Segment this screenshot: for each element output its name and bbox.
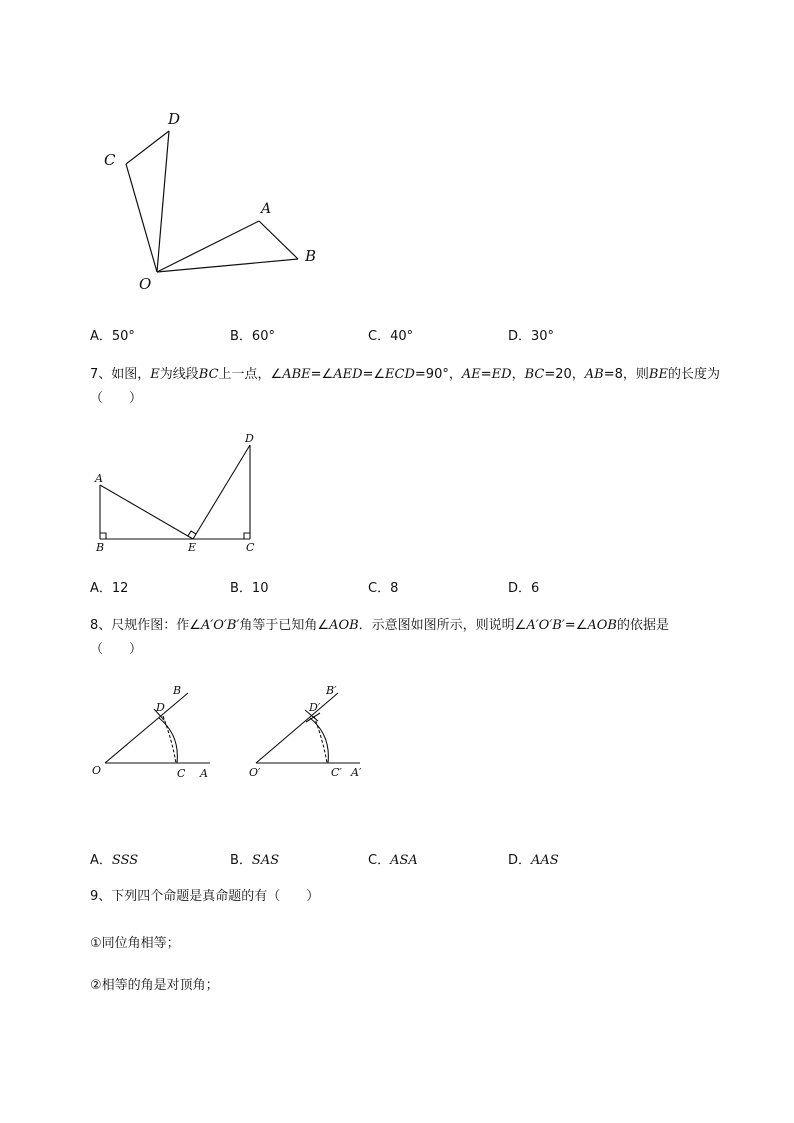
q6-option-d: D．30° bbox=[508, 329, 555, 344]
q9-statement-2: ②相等的角是对顶角； bbox=[90, 978, 219, 993]
fig3-label-d-prime: D′ bbox=[309, 701, 321, 714]
q6-option-a: A．50° bbox=[90, 329, 135, 344]
q7-option-d: D．6 bbox=[508, 581, 540, 596]
q8-option-a: A．SSS bbox=[90, 853, 139, 868]
q6-options bbox=[90, 325, 730, 345]
q8-stem bbox=[90, 614, 740, 662]
q7-options bbox=[90, 577, 730, 597]
fig3-label-a: A bbox=[200, 767, 208, 780]
fig3-label-c: C bbox=[177, 767, 186, 780]
fig3-label-b: B bbox=[173, 684, 182, 697]
q7-paren: （ ） bbox=[90, 391, 143, 406]
q8-line-1: 8、尺规作图：作∠A′O′B′角等于已知角∠AOB．示意图如图所示，则说明∠A′O′B′=∠AOB的依据是 bbox=[90, 618, 669, 633]
fig2-label-d: D bbox=[245, 432, 254, 445]
q8-option-c: C．ASA bbox=[368, 853, 418, 868]
fig2-label-e: E bbox=[188, 541, 197, 554]
q7-option-b: B．10 bbox=[230, 581, 269, 596]
q7-option-a: A．12 bbox=[90, 581, 129, 596]
fig1-label-o: O bbox=[139, 275, 152, 293]
fig1-label-d: D bbox=[168, 110, 181, 128]
fig3-label-o: O bbox=[92, 764, 102, 777]
q8-paren: （ ） bbox=[90, 642, 143, 657]
q6-figure bbox=[95, 105, 335, 300]
q7-line-1: 7、如图，E为线段BC上一点，∠ABE=∠AED=∠ECD=90°，AE=ED，BC=20，AB=8，则BE的长度为 bbox=[90, 367, 720, 382]
q9-statement-1: ①同位角相等； bbox=[90, 936, 180, 951]
q8-figure bbox=[88, 680, 388, 790]
fig3-label-d: D bbox=[156, 701, 165, 714]
fig2-label-b: B bbox=[96, 541, 105, 554]
fig2-label-a: A bbox=[95, 472, 103, 485]
q8-options bbox=[90, 849, 730, 869]
fig3-label-b-prime: B′ bbox=[326, 684, 337, 697]
q6-option-b: B．60° bbox=[230, 329, 275, 344]
fig3-label-o-prime: O′ bbox=[249, 766, 261, 779]
q8-option-d: D．AAS bbox=[508, 853, 559, 868]
q7-stem bbox=[90, 363, 740, 411]
fig2-label-c: C bbox=[246, 541, 255, 554]
q7-option-c: C．8 bbox=[368, 581, 399, 596]
q7-figure bbox=[90, 425, 270, 560]
fig3-label-a-prime: A′ bbox=[351, 766, 362, 779]
q6-option-c: C．40° bbox=[368, 329, 414, 344]
q9-stem: 9、下列四个命题是真命题的有（ ） bbox=[90, 889, 320, 904]
fig1-label-a: A bbox=[261, 201, 272, 217]
q8-option-b: B．SAS bbox=[230, 853, 280, 868]
fig3-label-c-prime: C′ bbox=[331, 766, 342, 779]
fig1-label-b: B bbox=[305, 247, 317, 265]
fig1-label-c: C bbox=[104, 151, 116, 169]
